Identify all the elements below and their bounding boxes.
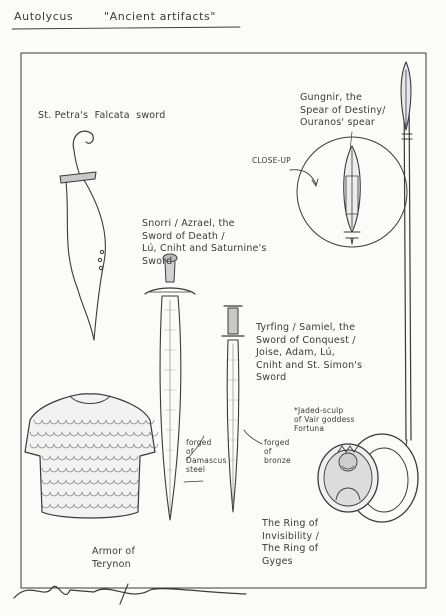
gungnir-spear: [401, 62, 412, 446]
artist-name: Autolycus: [14, 10, 74, 23]
falcata-label: St. Petra's Falcata sword: [38, 110, 166, 121]
falcata-sword: [60, 131, 105, 340]
closeup-label: CLOSE-UP: [252, 156, 291, 165]
gungnir-label: Gungnir, the Spear of Destiny/ Ouranos' spear: [300, 92, 386, 128]
header-underline: [12, 27, 240, 29]
bronze-arrow: [244, 430, 262, 444]
tyrfing-label: Tyrfing / Samiel, the Sword of Conquest / Joise, Adam, Lú, Cniht and St. Simon's Sword: [256, 322, 363, 383]
chainmail-armor: [25, 394, 158, 518]
armor-label: Armor of Terynon: [92, 546, 135, 570]
bronze-label: forged of bronze: [264, 438, 291, 465]
snorri-label: Snorri / Azrael, the Sword of Death / Lú, Cniht and Saturnine's Sword: [142, 218, 267, 267]
page-subtitle: "Ancient artifacts": [104, 10, 217, 23]
snorri-sword: [145, 254, 195, 520]
closeup-circle: [290, 132, 407, 247]
ring-label: The Ring of Invisibility / The Ring of Gyges: [262, 518, 319, 567]
goddess-label: *Jaded-sculp of Vair goddess Fortuna: [294, 406, 355, 433]
damascus-label: forged of Damascus steel: [186, 438, 227, 474]
tyrfing-sword: [222, 306, 244, 512]
ring-of-gyges: [318, 434, 418, 522]
